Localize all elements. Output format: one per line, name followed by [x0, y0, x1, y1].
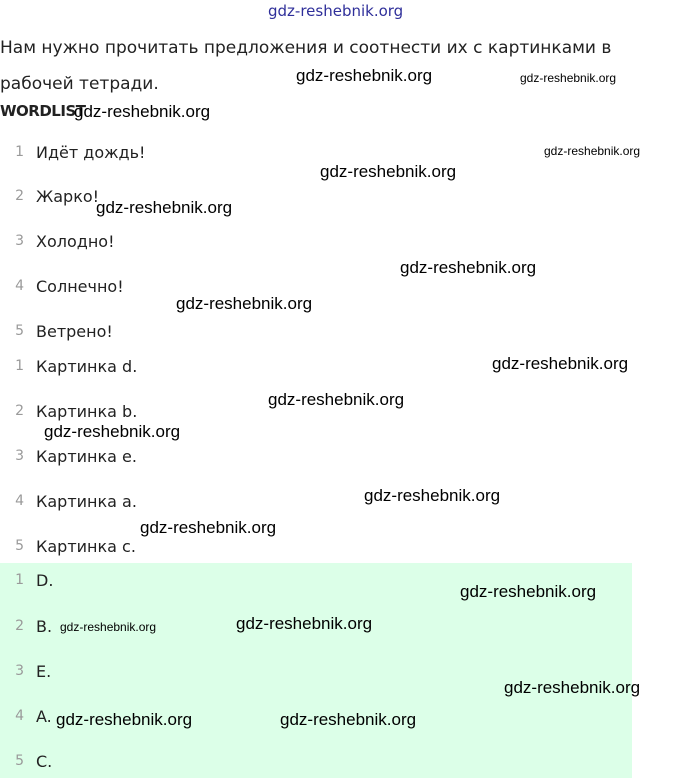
picture-text: Картинка d. — [36, 356, 138, 376]
wordlist-heading: WORDLIST — [0, 102, 86, 120]
picture-text: Картинка b. — [36, 401, 138, 421]
row-number: 3 — [15, 448, 24, 464]
row-number: 5 — [15, 753, 24, 769]
row-number: 2 — [15, 188, 24, 204]
phrase-text: Ветрено! — [36, 321, 113, 341]
row-number: 5 — [15, 323, 24, 339]
watermark: gdz-reshebnik.org — [400, 258, 537, 277]
answer-row — [0, 749, 52, 773]
answer-row — [0, 659, 51, 683]
row-number: 4 — [15, 493, 24, 509]
watermark: gdz-reshebnik.org — [176, 294, 313, 313]
picture-row — [0, 399, 137, 423]
header-watermark: gdz-reshebnik.org — [268, 2, 404, 20]
answer-text: A. — [36, 706, 52, 726]
row-number: 2 — [15, 403, 24, 419]
picture-row — [0, 354, 137, 378]
phrase-text: Идёт дождь! — [36, 142, 146, 162]
row-number: 1 — [15, 144, 24, 160]
row-number: 4 — [15, 278, 24, 294]
watermark: gdz-reshebnik.org — [60, 620, 157, 634]
answer-row — [0, 568, 53, 592]
watermark: gdz-reshebnik.org — [74, 102, 211, 121]
phrase-text: Жарко! — [36, 186, 100, 206]
picture-row — [0, 444, 137, 468]
watermark: gdz-reshebnik.org — [140, 518, 277, 537]
watermark: gdz-reshebnik.org — [504, 678, 641, 697]
phrase-row — [0, 274, 124, 298]
answer-text: E. — [36, 661, 52, 681]
phrase-row — [0, 229, 115, 253]
watermark: gdz-reshebnik.org — [96, 198, 233, 217]
phrase-row — [0, 140, 145, 164]
row-number: 3 — [15, 663, 24, 679]
watermark: gdz-reshebnik.org — [460, 582, 597, 601]
intro-text: Нам нужно прочитать предложения и соотнести их с картинками в рабочей тетради. — [0, 38, 612, 94]
phrase-row — [0, 184, 99, 208]
row-number: 5 — [15, 538, 24, 554]
answer-text: C. — [36, 751, 53, 771]
watermark: gdz-reshebnik.org — [236, 614, 373, 633]
watermark: gdz-reshebnik.org — [520, 71, 617, 85]
row-number: 1 — [15, 358, 24, 374]
watermark: gdz-reshebnik.org — [56, 710, 193, 729]
watermark: gdz-reshebnik.org — [268, 390, 405, 409]
watermark: gdz-reshebnik.org — [280, 710, 417, 729]
answer-text: D. — [36, 570, 54, 590]
row-number: 3 — [15, 233, 24, 249]
answer-row — [0, 614, 52, 638]
watermark: gdz-reshebnik.org — [544, 144, 641, 158]
watermark: gdz-reshebnik.org — [492, 354, 629, 373]
row-number: 1 — [15, 572, 24, 588]
picture-text: Картинка e. — [36, 446, 137, 466]
watermark: gdz-reshebnik.org — [296, 66, 433, 85]
row-number: 4 — [15, 708, 24, 724]
row-number: 2 — [15, 618, 24, 634]
picture-row — [0, 534, 136, 558]
answer-text: B. — [36, 616, 53, 636]
answer-row — [0, 704, 52, 728]
phrase-text: Солнечно! — [36, 276, 124, 296]
phrase-row — [0, 319, 113, 343]
picture-text: Картинка c. — [36, 536, 136, 556]
watermark: gdz-reshebnik.org — [364, 486, 501, 505]
picture-text: Картинка a. — [36, 491, 137, 511]
watermark: gdz-reshebnik.org — [44, 422, 181, 441]
watermark: gdz-reshebnik.org — [320, 162, 457, 181]
picture-row — [0, 489, 137, 513]
phrase-text: Холодно! — [36, 231, 115, 251]
